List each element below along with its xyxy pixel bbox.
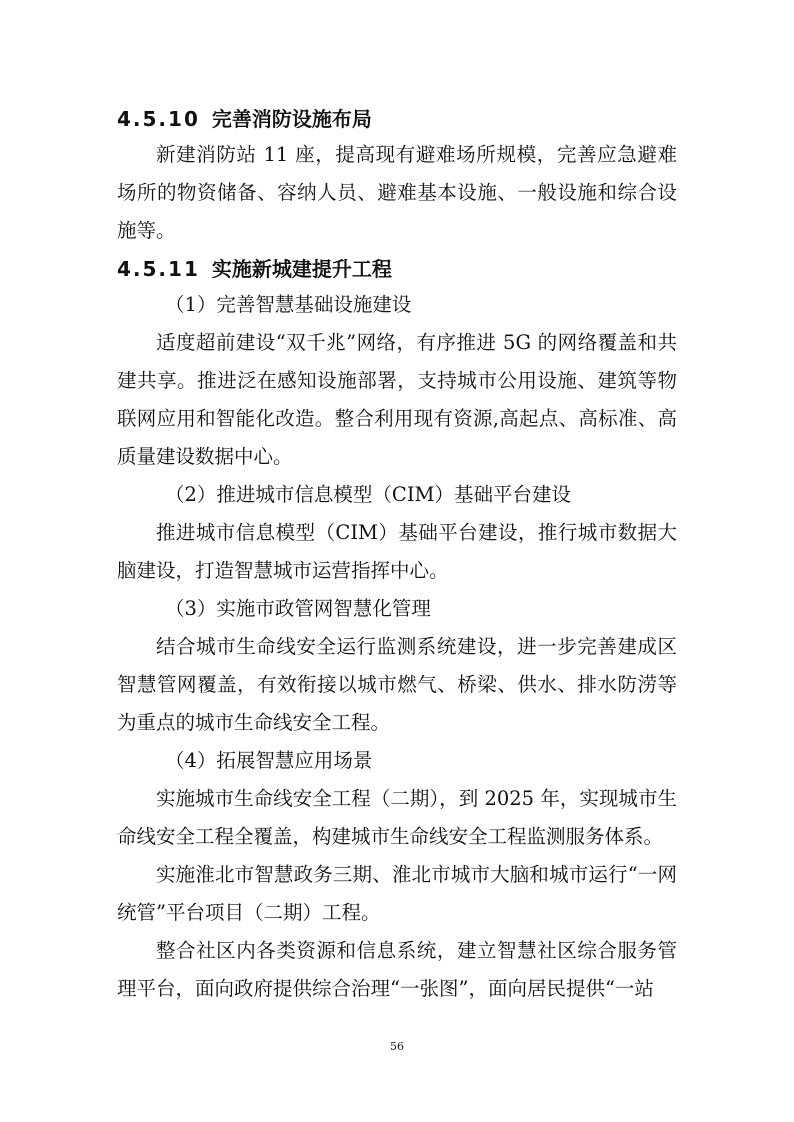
section-title: 完善消防设施布局 bbox=[211, 107, 372, 131]
body-paragraph: 整合社区内各类资源和信息系统，建立智慧社区综合服务管理平台，面向政府提供综合治理“一张图”，面向居民提供“一站 bbox=[117, 939, 677, 1000]
subsection-heading-3: （3）实施市政管网智慧化管理 bbox=[165, 597, 431, 620]
body-paragraph: 新建消防站 11 座，提高现有避难场所规模，完善应急避难场所的物资储备、容纳人员、避难基本设施、一般设施和综合设施等。 bbox=[117, 143, 677, 242]
page-number: 56 bbox=[390, 1040, 404, 1053]
body-paragraph: 实施淮北市智慧政务三期、淮北市城市大脑和城市运行“一网统管”平台项目（二期）工程。 bbox=[117, 863, 677, 924]
subsection-heading-2: （2）推进城市信息模型（CIM）基础平台建设 bbox=[165, 483, 571, 506]
body-paragraph: 推进城市信息模型（CIM）基础平台建设，推行城市数据大脑建设，打造智慧城市运营指挥中心。 bbox=[117, 521, 677, 582]
body-paragraph: 适度超前建设“双千兆”网络，有序推进 5G 的网络覆盖和共建共享。推进泛在感知设施部署，支持城市公用设施、建筑等物联网应用和智能化改造。整合利用现有资源,高起点、高标准、高质量建设数据中心。 bbox=[117, 331, 677, 468]
page-content bbox=[117, 102, 677, 1008]
section-title: 实施新城建提升工程 bbox=[211, 257, 392, 281]
subsection-heading-4: （4）拓展智慧应用场景 bbox=[165, 749, 373, 772]
subsection-heading-1: （1）完善智慧基础设施建设 bbox=[165, 293, 412, 316]
section-heading-4-5-10 bbox=[117, 102, 677, 136]
body-paragraph: 结合城市生命线安全运行监测系统建设，进一步完善建成区智慧管网覆盖，有效衔接以城市燃气、桥梁、供水、排水防涝等为重点的城市生命线安全工程。 bbox=[117, 635, 677, 734]
section-number: 4.5.10 bbox=[117, 107, 200, 131]
section-heading-4-5-11 bbox=[117, 252, 677, 286]
body-paragraph: 实施城市生命线安全工程（二期），到 2025 年，实现城市生命线安全工程全覆盖，构建城市生命线安全工程监测服务体系。 bbox=[117, 787, 677, 848]
section-number: 4.5.11 bbox=[117, 257, 200, 281]
